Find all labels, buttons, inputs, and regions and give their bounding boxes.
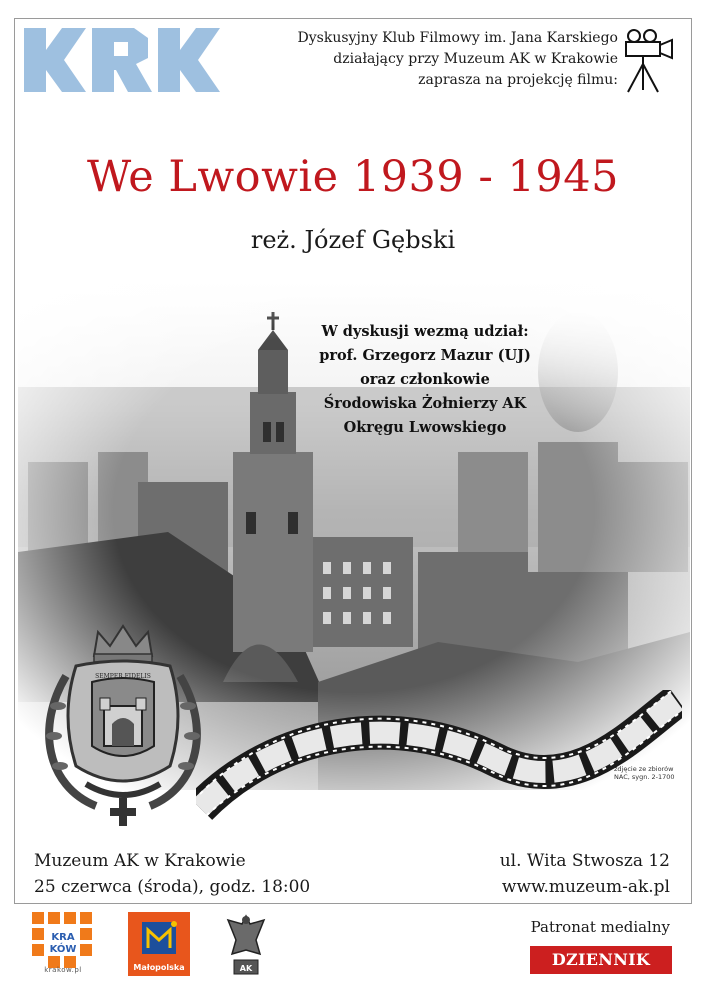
event-website-link[interactable]: www.muzeum-ak.pl — [501, 877, 670, 897]
org-line: Dyskusyjny Klub Filmowy im. Jana Karskiego — [297, 30, 618, 46]
photo-credit — [614, 765, 694, 781]
event-venue: Muzeum AK w Krakowie — [34, 851, 246, 871]
krakow-url: krakow.pl — [44, 966, 82, 974]
film-title: We Lwowie 1939 - 1945 — [87, 152, 619, 202]
event-address-block — [500, 848, 670, 900]
malopolska-label: Małopolska — [133, 963, 185, 972]
malopolska-logo — [128, 912, 190, 976]
photo-credit-line: zdjęcie ze zbiorów — [614, 765, 674, 773]
discussion-line: W dyskusji wezmą udział: — [321, 323, 529, 340]
event-address: ul. Wita Stwosza 12 — [499, 851, 670, 871]
dziennik-polski-logo: DZIENNIK POLSKI — [530, 946, 672, 974]
krk-logo — [24, 28, 220, 92]
svg-text:KÓW: KÓW — [49, 944, 77, 955]
coat-of-arms-motto: SEMPER FIDELIS — [95, 673, 151, 680]
org-line: zaprasza na projekcję filmu: — [418, 72, 618, 88]
discussion-panel — [300, 320, 550, 440]
svg-text:KRA: KRA — [51, 932, 75, 943]
film-camera-icon — [620, 28, 680, 96]
org-line: działający przy Muzeum AK w Krakowie — [333, 51, 618, 67]
event-datetime: 25 czerwca (środa), godz. 18:00 — [34, 877, 311, 897]
organizer-text — [298, 28, 618, 91]
media-patron-label: Patronat medialny — [530, 918, 670, 936]
ak-label: AK — [239, 964, 253, 973]
malopolska-emblem-icon — [128, 912, 190, 976]
ak-eagle-logo — [224, 910, 268, 978]
discussion-line: prof. Grzegorz Mazur (UJ) — [319, 347, 531, 364]
discussion-line: Okręgu Lwowskiego — [343, 419, 507, 436]
discussion-line: oraz członkowie — [360, 371, 490, 388]
photo-credit-line: NAC, sygn. 2-1700 — [614, 773, 675, 781]
lwow-coat-of-arms — [36, 606, 210, 836]
event-venue-block — [34, 848, 310, 900]
film-strip — [196, 690, 682, 820]
discussion-line: Środowiska Żołnierzy AK — [323, 395, 527, 412]
film-director: reż. Józef Gębski — [250, 226, 456, 254]
